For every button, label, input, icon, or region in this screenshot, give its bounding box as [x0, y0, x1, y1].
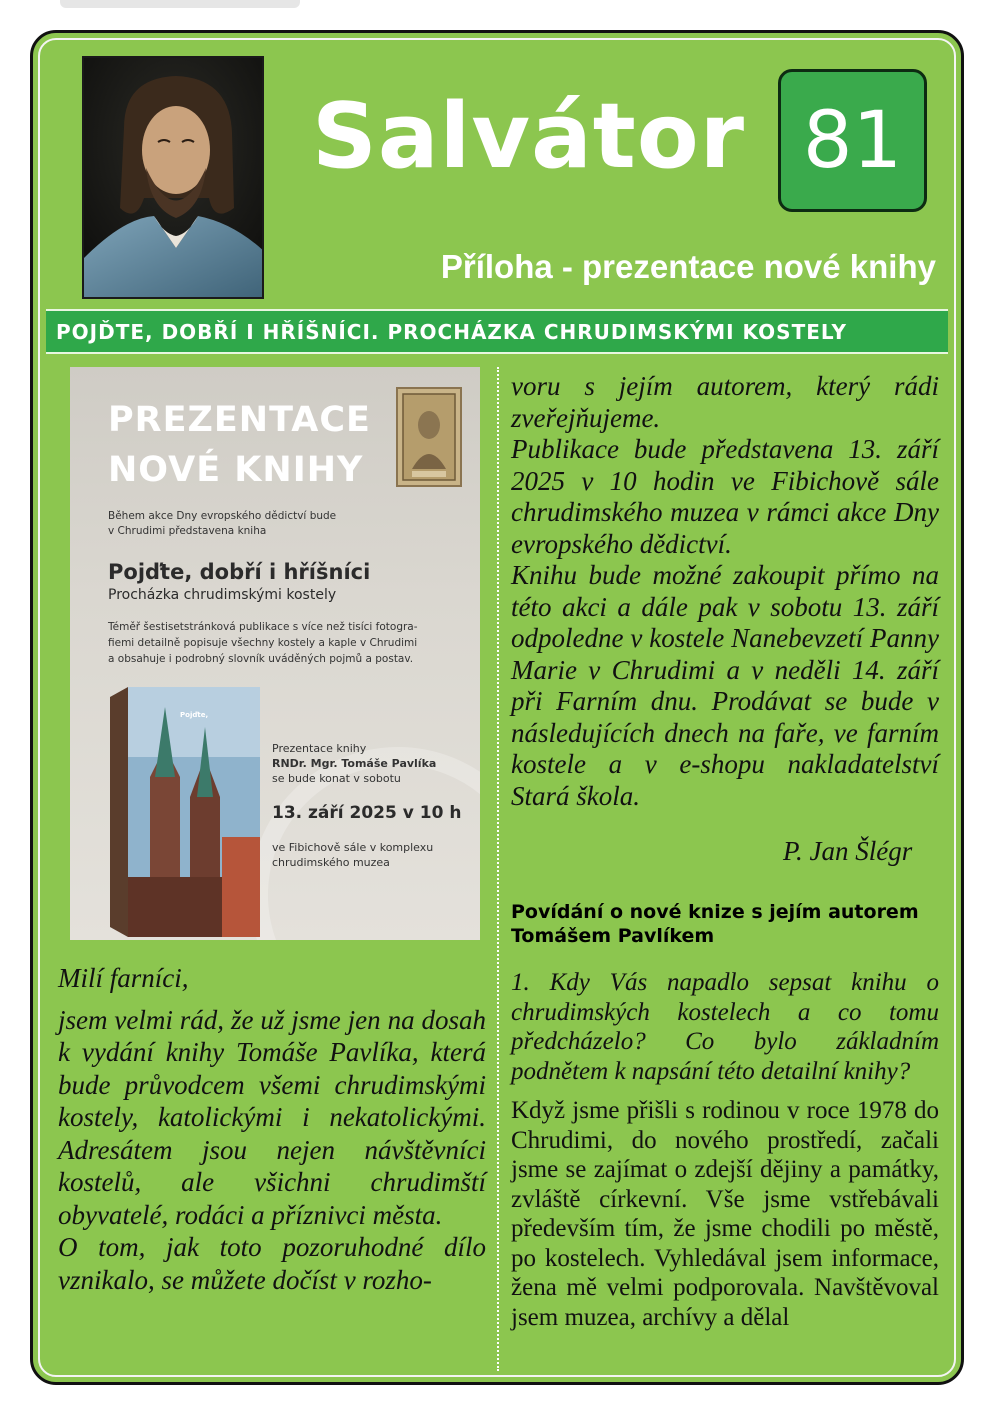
- article-signature: P. Jan Šlégr: [783, 836, 913, 866]
- interview-question: 1. Kdy Vás napadlo sepsat knihu o chrudimských kostelech a co tomu předcházelo? Co bylo základním podnětem k napsání této detailní knihy?: [511, 969, 939, 1085]
- article-right-column: [511, 371, 939, 812]
- poster-venue-line: ve Fibichově sále v komplexu: [272, 841, 434, 854]
- poster-invitation-line: se bude konat v sobotu: [272, 772, 401, 785]
- article-paragraph: Publikace bude představena 13. září 2025 v 10 hodin ve Fibichově sále chrudimského muzea v rámci akce Dny evropského dědictví.: [511, 434, 939, 559]
- book-cover-image: [110, 687, 260, 937]
- article-paragraph: voru s jejím autorem, který rádi zveřejňujeme.: [511, 371, 939, 433]
- issue-number-box: [778, 69, 927, 212]
- salvator-portrait-image: [82, 56, 264, 299]
- poster-invitation: [272, 741, 472, 786]
- poster-heading: [108, 395, 388, 495]
- poster-invitation-line: Prezentace knihy: [272, 742, 367, 755]
- poster-description-line: fiemi detailně popisuje všechny kostely a kaple v Chrudimi: [108, 637, 418, 649]
- article-paragraph: Knihu bude možné zakoupit přímo na této akci a dále pak v sobotu 13. září odpoledne v kostele Nanebevzetí Panny Marie v Chrudimi a v neděli 14. září při Farním dnu. Prodávat se bude v následujících dnech na faře, ve farním kostele a v e-shopu nakladatelství Stará škola.: [511, 560, 939, 811]
- top-edge-bar: [60, 0, 300, 8]
- poster-invitation-author: RNDr. Mgr. Tomáše Pavlíka: [272, 757, 437, 770]
- poster-venue-line: chrudimského muzea: [272, 856, 390, 869]
- article-banner-text: POJĎTE, DOBŘÍ I HŘÍŠNÍCI. PROCHÁZKA CHRUDIMSKÝMI KOSTELY: [56, 319, 847, 344]
- issue-number: 81: [802, 95, 903, 186]
- poster-book-title: Pojďte, dobří i hříšníci: [108, 560, 371, 584]
- masthead-title: Salvátor: [312, 84, 746, 189]
- poster-venue: [272, 840, 462, 870]
- article-paragraph: jsem velmi rád, že už jsme jen na dosah k vydání knihy Tomáše Pavlíka, která bude průvodcem všemi chrudimskými kostely, katolickými i nekatolickými. Adresátem jsou nejen návštěvníci kostelů, ale všichni chrudimští obyvatelé, rodáci a příznivci města.: [58, 1004, 486, 1230]
- poster-description: [108, 619, 453, 667]
- svg-text:Pojďte,: Pojďte,: [180, 711, 209, 719]
- poster-intro: [108, 509, 368, 539]
- poster-description-line: Téměř šestisetstránková publikace s více než tisíci fotogra-: [108, 621, 418, 633]
- book-presentation-poster: [70, 367, 480, 940]
- article-paragraph: O tom, jak toto pozoruhodné dílo vznikalo, se můžete dočíst v rozho-: [58, 1232, 486, 1295]
- poster-book-subtitle: Procházka chrudimskými kostely: [108, 587, 337, 603]
- article-left-column: [58, 962, 486, 1296]
- icon-painting-icon: [396, 387, 462, 487]
- column-divider: [497, 367, 499, 1371]
- poster-event-date: 13. září 2025 v 10 h: [272, 803, 462, 823]
- article-greeting: Milí farníci,: [58, 963, 189, 993]
- poster-intro-line: Během akce Dny evropského dědictví bude: [108, 510, 337, 522]
- poster-heading-line: PREZENTACE: [108, 400, 371, 440]
- poster-intro-line: v Chrudimi představena kniha: [108, 525, 267, 537]
- article-banner: [46, 309, 948, 354]
- poster-description-line: a obsahuje i podrobný slovník uváděných pojmů a postav.: [108, 653, 414, 665]
- interview-answer: Když jsme přišli s rodinou v roce 1978 do Chrudimi, do nového prostředí, začali jsme se zajímat o zdejší dějiny a památky, zvláště církevní. Vše jsme vstřebávali především tím, že jsme chodili po městě, po kostelech. Vyhledával jsem informace, žena mě velmi podporovala. Navštěvoval jsem muzea, archívy a dělal: [511, 1097, 939, 1331]
- supplement-subtitle: Příloha - prezentace nové knihy: [440, 248, 936, 285]
- interview-heading: Povídání o nové knize s jejím autorem Tomášem Pavlíkem: [511, 901, 919, 947]
- poster-heading-line: NOVÉ KNIHY: [108, 450, 364, 490]
